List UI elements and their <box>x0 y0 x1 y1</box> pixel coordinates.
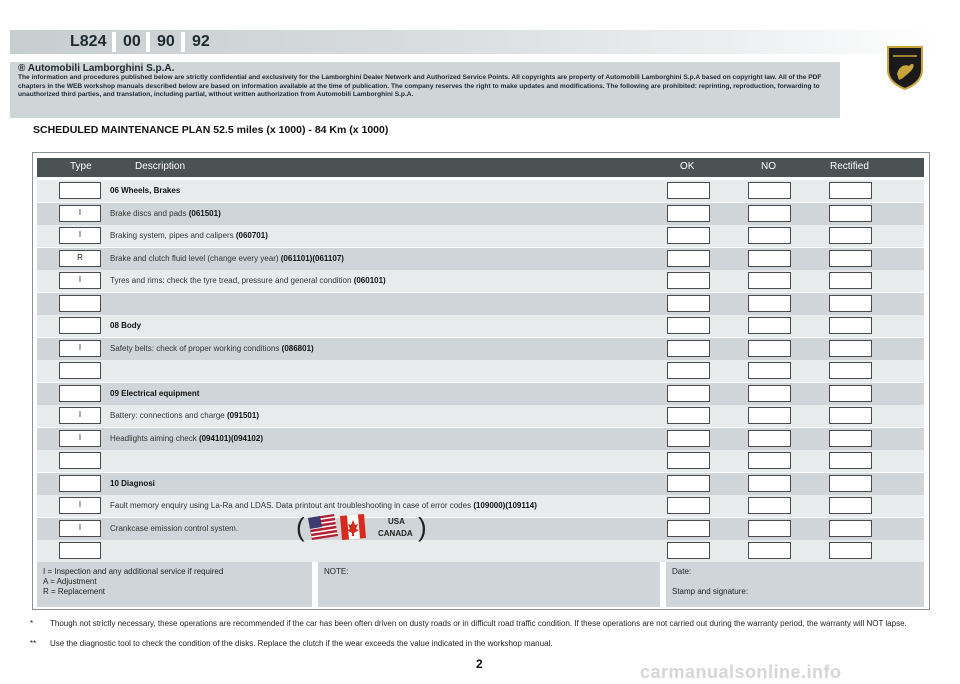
no-checkbox[interactable] <box>748 362 791 379</box>
operation-code: (061101)(061107) <box>280 253 344 263</box>
usa-canada-flags <box>296 512 436 542</box>
no-checkbox[interactable] <box>748 407 791 424</box>
type-value: I <box>78 230 82 239</box>
no-checkbox[interactable] <box>748 250 791 267</box>
footnote-2 <box>10 639 940 649</box>
type-value: I <box>78 500 82 509</box>
description-text: Tyres and rims: check the tyre tread, pressure and general condition <box>110 276 354 285</box>
type-value: R <box>77 252 83 262</box>
rectified-checkbox[interactable] <box>829 182 872 199</box>
column-ok: OK <box>680 161 695 172</box>
operation-code: (060101) <box>353 276 386 285</box>
operation-code: (086801) <box>281 343 314 353</box>
description-text: Crankcase emission control system. <box>110 523 239 533</box>
type-cell <box>59 295 101 312</box>
operation-description <box>110 344 314 353</box>
table-row <box>37 450 924 472</box>
date-signature-box[interactable] <box>666 562 924 607</box>
column-description: Description <box>135 161 186 172</box>
table-header <box>37 158 924 177</box>
ok-checkbox[interactable] <box>667 317 710 334</box>
table-row <box>37 248 924 270</box>
rectified-checkbox[interactable] <box>829 452 872 469</box>
type-cell <box>59 520 101 537</box>
company-name: ® Automobili Lamborghini S.p.A. <box>18 63 175 74</box>
type-cell <box>59 272 101 289</box>
ok-checkbox[interactable] <box>667 340 710 357</box>
table-row <box>37 473 924 495</box>
rectified-checkbox[interactable] <box>829 362 872 379</box>
watermark: carmanualsonline.info <box>640 662 842 682</box>
no-checkbox[interactable] <box>748 430 791 447</box>
type-value: I <box>78 342 82 352</box>
description-text: Fault memory enquiry using La-Ra and LDAS. Data printout ant troubleshooting in case of error codes <box>110 501 474 510</box>
table-row <box>37 338 924 360</box>
legend-box <box>37 562 312 607</box>
table-row <box>37 293 924 315</box>
ok-checkbox[interactable] <box>667 295 710 312</box>
doc-code-model: L824 <box>70 33 107 50</box>
rectified-checkbox[interactable] <box>829 520 872 537</box>
operation-description <box>110 276 386 285</box>
no-checkbox[interactable] <box>748 497 791 514</box>
svg-text:): ) <box>418 512 427 542</box>
type-cell <box>59 407 101 424</box>
plan-title: SCHEDULED MAINTENANCE PLAN 52.5 miles (x 1000) - 84 Km (x 1000) <box>33 124 389 136</box>
rectified-checkbox[interactable] <box>829 227 872 244</box>
ok-checkbox[interactable] <box>667 272 710 289</box>
footnote-1 <box>10 619 940 639</box>
operation-code: (109000)(109114) <box>473 501 537 510</box>
operation-description <box>110 434 263 443</box>
rectified-checkbox[interactable] <box>829 272 872 289</box>
column-rectified: Rectified <box>830 161 869 172</box>
table-row <box>37 180 924 202</box>
table-row <box>37 540 924 562</box>
date-signature-text: Date: Stamp and signature: <box>672 567 749 596</box>
doc-code-section: 90 <box>157 33 175 50</box>
type-cell <box>59 250 101 267</box>
description-text: 08 Body <box>110 321 142 330</box>
rectified-checkbox[interactable] <box>829 385 872 402</box>
type-value: I <box>78 522 82 532</box>
no-checkbox[interactable] <box>748 475 791 492</box>
operation-code: (094101)(094102) <box>198 433 263 443</box>
section-title <box>110 186 180 195</box>
type-cell <box>59 430 101 447</box>
canada-label: CANADA <box>378 529 413 538</box>
ok-checkbox[interactable] <box>667 362 710 379</box>
type-cell <box>59 205 101 222</box>
no-checkbox[interactable] <box>748 520 791 537</box>
operation-code: (061501) <box>188 208 221 218</box>
rectified-checkbox[interactable] <box>829 407 872 424</box>
ok-checkbox[interactable] <box>667 205 710 222</box>
ok-checkbox[interactable] <box>667 475 710 492</box>
description-text: Safety belts: check of proper working conditions <box>110 343 282 353</box>
operation-description <box>110 209 221 218</box>
table-row <box>37 383 924 405</box>
type-cell <box>59 317 101 334</box>
rectified-checkbox[interactable] <box>829 497 872 514</box>
table-row <box>37 225 924 247</box>
no-checkbox[interactable] <box>748 340 791 357</box>
type-cell <box>59 475 101 492</box>
operation-description <box>110 411 259 420</box>
type-cell <box>59 452 101 469</box>
copyright-notice <box>10 62 840 118</box>
no-checkbox[interactable] <box>748 205 791 222</box>
doc-code-sub: 92 <box>192 33 210 50</box>
doc-code-group: 00 <box>123 33 141 50</box>
canada-flag-icon <box>340 514 366 540</box>
type-value: I <box>78 432 82 442</box>
rectified-checkbox[interactable] <box>829 475 872 492</box>
table-row <box>37 203 924 225</box>
rectified-checkbox[interactable] <box>829 295 872 312</box>
no-checkbox[interactable] <box>748 452 791 469</box>
section-title <box>110 479 155 488</box>
section-title <box>110 389 199 398</box>
table-row <box>37 360 924 382</box>
type-value: I <box>78 410 82 419</box>
rectified-checkbox[interactable] <box>829 340 872 357</box>
no-checkbox[interactable] <box>748 317 791 334</box>
table-row <box>37 518 924 540</box>
table-row <box>37 405 924 427</box>
operation-description <box>110 501 537 510</box>
lamborghini-shield-icon <box>885 44 925 90</box>
legend-text: I = Inspection and any additional service if required A = Adjustment R = Replacement <box>43 567 224 596</box>
type-cell <box>59 497 101 514</box>
table-row <box>37 315 924 337</box>
code-separator <box>181 32 185 52</box>
code-separator <box>146 32 150 52</box>
no-checkbox[interactable] <box>748 542 791 559</box>
copyright-text: The information and procedures published below are strictly confidential and exclusively for the Lamborghini Dealer Network and Authorized Service Points. All copyrights are property of Automobili Lamborghini S.p.A based on copyright law. All of the PDF chapters in the WEB workshop manuals described below are based on information available at the time of publication. The company reserves the right to make updates and modifications. The following are prohibited: reprinting, reproduction, forwarding to unauthorized third parties, and translation, including partial, without written authorization from Automobili Lamborghini S.p.A. <box>18 74 822 99</box>
type-value: I <box>78 207 82 217</box>
ok-checkbox[interactable] <box>667 407 710 424</box>
type-cell <box>59 182 101 199</box>
rectified-checkbox[interactable] <box>829 205 872 222</box>
column-no: NO <box>761 161 776 172</box>
no-checkbox[interactable] <box>748 295 791 312</box>
svg-text:(: ( <box>296 512 305 542</box>
operation-code: (091501) <box>226 411 259 420</box>
description-text: Braking system, pipes and calipers <box>110 231 236 240</box>
no-checkbox[interactable] <box>748 385 791 402</box>
no-checkbox[interactable] <box>748 272 791 289</box>
ok-checkbox[interactable] <box>667 520 710 537</box>
footnote-text: Though not strictly necessary, these operations are recommended if the car has been often driven on dusty roads or in difficult road traffic condition. If these operations are not carried out during the warranty period, the warranty will NOT lapse. <box>50 619 907 628</box>
ok-checkbox[interactable] <box>667 227 710 244</box>
usa-flag-icon <box>308 514 338 540</box>
usa-label: USA <box>388 517 405 526</box>
no-checkbox[interactable] <box>748 227 791 244</box>
operation-description <box>110 231 268 240</box>
type-cell <box>59 385 101 402</box>
ok-checkbox[interactable] <box>667 542 710 559</box>
ok-checkbox[interactable] <box>667 182 710 199</box>
note-box[interactable] <box>318 562 660 607</box>
rectified-checkbox[interactable] <box>829 317 872 334</box>
table-row <box>37 495 924 517</box>
operation-description <box>110 254 344 263</box>
description-text: 09 Electrical equipment <box>110 388 200 398</box>
no-checkbox[interactable] <box>748 182 791 199</box>
table-row <box>37 428 924 450</box>
note-label: NOTE: <box>324 567 349 576</box>
ok-checkbox[interactable] <box>667 430 710 447</box>
type-cell <box>59 340 101 357</box>
rectified-checkbox[interactable] <box>829 430 872 447</box>
ok-checkbox[interactable] <box>667 250 710 267</box>
column-type: Type <box>70 161 92 172</box>
type-cell <box>59 227 101 244</box>
operation-code: (060701) <box>235 231 268 240</box>
code-separator <box>112 32 116 52</box>
description-text: Brake discs and pads <box>110 208 189 218</box>
ok-checkbox[interactable] <box>667 452 710 469</box>
ok-checkbox[interactable] <box>667 497 710 514</box>
page-number: 2 <box>476 657 483 671</box>
rectified-checkbox[interactable] <box>829 542 872 559</box>
description-text: Headlights aiming check <box>110 433 199 443</box>
table-row <box>37 270 924 292</box>
description-text: Brake and clutch fluid level (change every year) <box>110 253 281 263</box>
ok-checkbox[interactable] <box>667 385 710 402</box>
type-cell <box>59 542 101 559</box>
description-text: 06 Wheels, Brakes <box>110 186 181 195</box>
description-text: Battery: connections and charge <box>110 411 227 420</box>
rectified-checkbox[interactable] <box>829 250 872 267</box>
footnote-text: Use the diagnostic tool to check the condition of the disks. Replace the clutch if the wear exceeds the value indicated in the workshop manual. <box>50 639 553 648</box>
section-title <box>110 321 141 330</box>
footnote-mark: ** <box>30 639 37 648</box>
type-value: I <box>78 275 82 284</box>
description-text: 10 Diagnosi <box>110 478 155 488</box>
type-cell <box>59 362 101 379</box>
operation-description <box>110 524 238 533</box>
footnote-mark: * <box>30 619 34 628</box>
